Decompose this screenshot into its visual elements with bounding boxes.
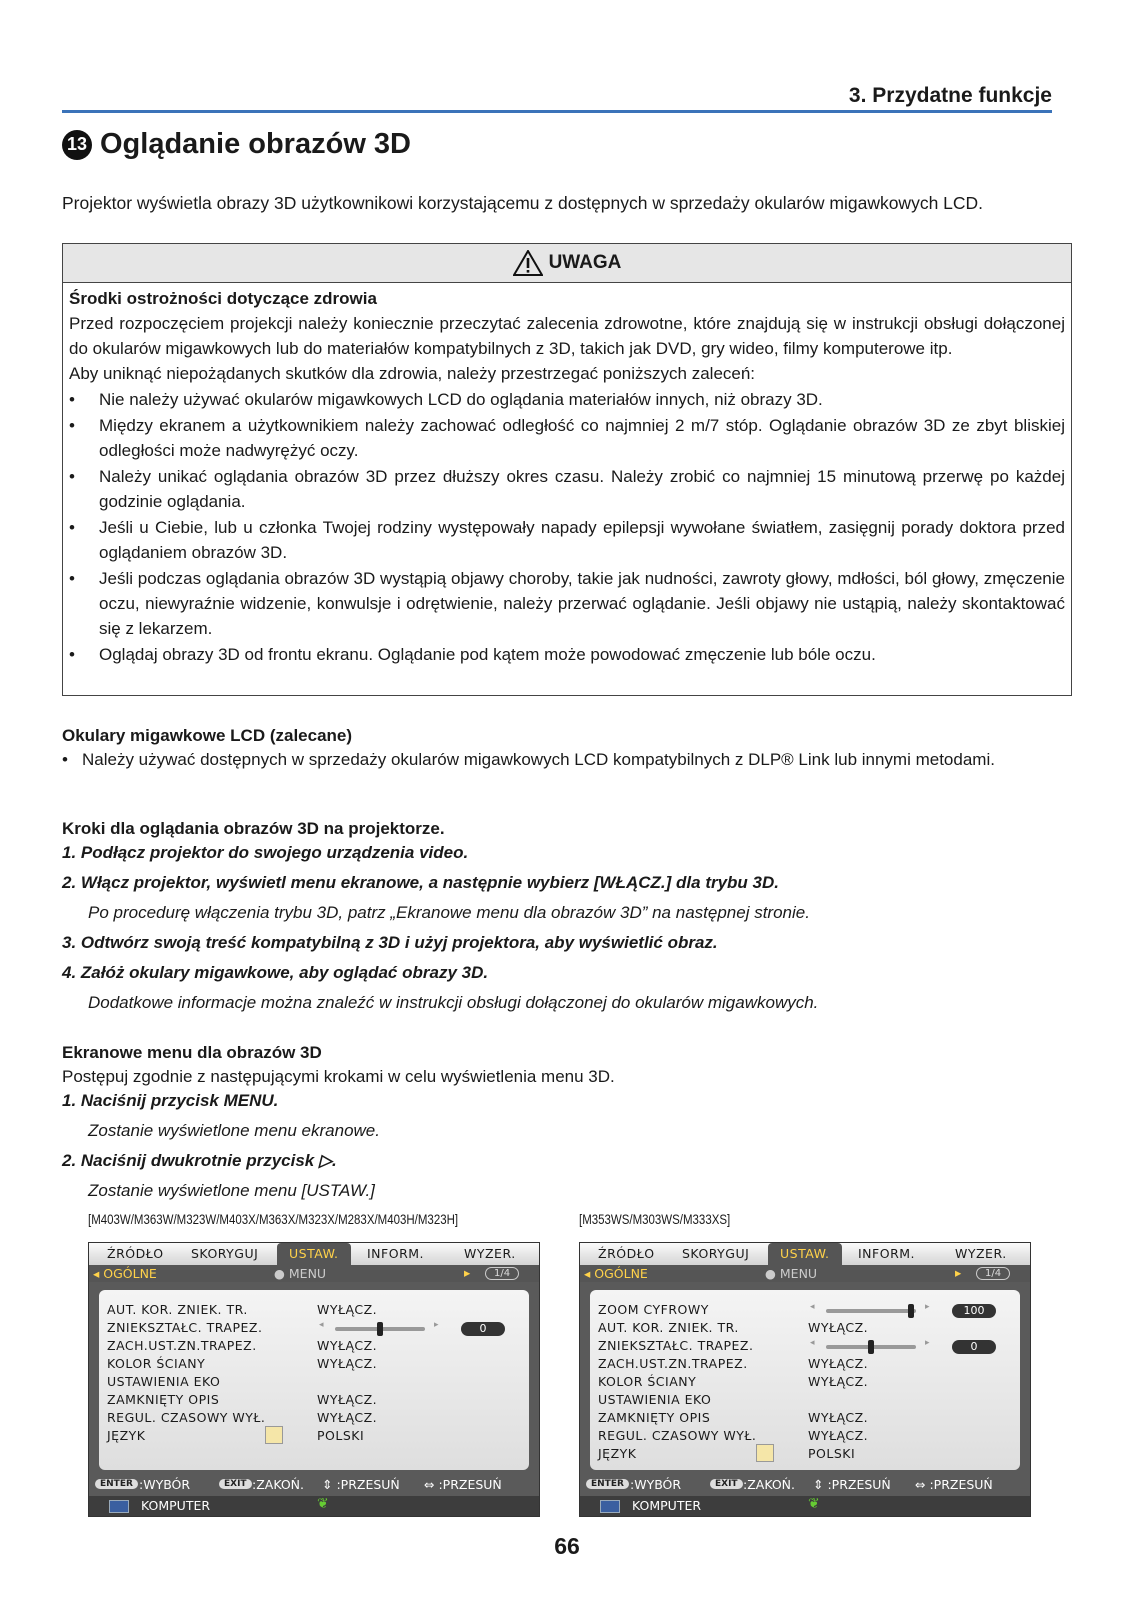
- osd-tab-source[interactable]: ŹRÓDŁO: [107, 1246, 164, 1261]
- osd-hint-move-horizontal: ⇔ :PRZESUŃ: [915, 1477, 993, 1492]
- osd-hint-select: :WYBÓR: [139, 1477, 191, 1492]
- osd-keystone-value: 0: [461, 1322, 505, 1336]
- glasses-bullet: • Należy używać dostępnych w sprzedaży okularów migawkowych LCD kompatybilnych z DLP® Link lub innymi metodami.: [62, 750, 995, 769]
- osd-next-arrow-icon[interactable]: ▸: [955, 1265, 962, 1280]
- menu3d-section: [62, 1041, 1072, 1203]
- menu3d-step-1: 1. Naciśnij przycisk MENU.: [62, 1091, 279, 1110]
- osd-panel: [99, 1290, 529, 1470]
- warning-label: UWAGA: [548, 252, 622, 273]
- osd-row-value: WYŁĄCZ.: [317, 1392, 378, 1407]
- osd-row-label[interactable]: ZACH.UST.ZN.TRAPEZ.: [107, 1338, 257, 1353]
- osd-subtab-menu[interactable]: ● MENU: [765, 1266, 818, 1281]
- osd-row-label[interactable]: AUT. KOR. ZNIEK. TR.: [598, 1320, 739, 1335]
- osd-right-arrow-icon: ▸: [925, 1338, 930, 1348]
- osd-zoom-knob[interactable]: [908, 1304, 914, 1318]
- osd-page-indicator: 1/4: [485, 1267, 519, 1280]
- osd-row-label[interactable]: KOLOR ŚCIANY: [598, 1374, 697, 1389]
- osd-row-value: WYŁĄCZ.: [808, 1356, 869, 1371]
- osd-footer: [89, 1474, 539, 1496]
- osd-row-label[interactable]: ZOOM CYFROWY: [598, 1302, 709, 1317]
- osd-tab-setup[interactable]: USTAW.: [277, 1243, 351, 1265]
- step-3: 3. Odtwórz swoją treść kompatybilną z 3D i użyj projektora, aby wyświetlić obraz.: [62, 933, 718, 952]
- menu3d-step-2-note: Zostanie wyświetlone menu [USTAW.]: [88, 1181, 375, 1200]
- glasses-heading: Okulary migawkowe LCD (zalecane): [62, 726, 353, 745]
- warning-para-1: Przed rozpoczęciem projekcji należy koniecznie przeczytać zalecenia zdrowotne, które znajdują się w instrukcji obsługi dołączonej do okularów migawkowych lub do materiałów kompatybilnych z 3D, takich jak DVD, gry wideo, filmy komputerowe itp.: [69, 314, 1065, 358]
- osd-footer: [580, 1474, 1030, 1496]
- osd-tabs: [580, 1243, 1030, 1265]
- osd-row-value: POLSKI: [317, 1428, 365, 1443]
- osd-page-indicator: 1/4: [976, 1267, 1010, 1280]
- osd-row-label[interactable]: ZNIEKSZTAŁC. TRAPEZ.: [598, 1338, 754, 1353]
- enter-key-icon: ENTER: [586, 1479, 629, 1489]
- osd-source-label: KOMPUTER: [632, 1498, 702, 1513]
- osd-row-value: WYŁĄCZ.: [317, 1356, 378, 1371]
- osd-tab-setup[interactable]: USTAW.: [768, 1243, 842, 1265]
- osd-row-label[interactable]: ZACH.UST.ZN.TRAPEZ.: [598, 1356, 748, 1371]
- page-number: 66: [554, 1533, 580, 1559]
- osd-panel: [590, 1290, 1020, 1470]
- osd-tabs: [89, 1243, 539, 1265]
- warning-bullet: • Jeśli u Ciebie, lub u członka Twojej rodziny występowały napady epilepsji wywołane światłem, zasięgnij porady doktora przed oglądaniem obrazów 3D.: [69, 515, 1065, 565]
- osd-row-label[interactable]: ZAMKNIĘTY OPIS: [107, 1392, 220, 1407]
- step-2: 2. Włącz projektor, wyświetl menu ekranowe, a następnie wybierz [WŁĄCZ.] dla trybu 3D.: [62, 873, 779, 892]
- steps-section: [62, 817, 1072, 1015]
- steps-heading: Kroki dla oglądania obrazów 3D na projektorze.: [62, 819, 445, 838]
- osd-subtabs: [580, 1265, 1030, 1282]
- osd-tab-source[interactable]: ŹRÓDŁO: [598, 1246, 655, 1261]
- warning-heading: Środki ostrożności dotyczące zdrowia: [69, 289, 377, 308]
- osd-tab-adjust[interactable]: SKORYGUJ: [682, 1246, 750, 1261]
- osd-menu-a: [88, 1242, 540, 1517]
- osd-hint-select: :WYBÓR: [630, 1477, 682, 1492]
- osd-hint-exit: :ZAKOŃ.: [252, 1477, 305, 1492]
- osd-hint-exit: :ZAKOŃ.: [743, 1477, 796, 1492]
- warning-para-2: Aby uniknąć niepożądanych skutków dla zdrowia, należy przestrzegać poniższych zaleceń:: [69, 364, 756, 383]
- warning-bullet: • Oglądaj obrazy 3D od frontu ekranu. Oglądanie pod kątem może powodować zmęczenie lub bóle oczu.: [69, 642, 1065, 667]
- step-4: 4. Załóż okulary migawkowe, aby oglądać obrazy 3D.: [62, 963, 489, 982]
- exit-key-icon: EXIT: [219, 1479, 252, 1489]
- osd-row-value: WYŁĄCZ.: [317, 1338, 378, 1353]
- intro-text: Projektor wyświetla obrazy 3D użytkownikowi korzystającemu z dostępnych w sprzedaży okularów migawkowych LCD.: [62, 193, 984, 213]
- osd-row-label[interactable]: REGUL. CZASOWY WYŁ.: [107, 1410, 266, 1425]
- osd-hint-move-vertical: ⇕ :PRZESUŃ: [322, 1477, 400, 1492]
- osd-row-value: WYŁĄCZ.: [808, 1410, 869, 1425]
- osd-left-arrow-icon: ◂: [810, 1302, 815, 1312]
- osd-row-label[interactable]: USTAWIENIA EKO: [107, 1374, 221, 1389]
- osd-tab-adjust[interactable]: SKORYGUJ: [191, 1246, 259, 1261]
- osd-tab-reset[interactable]: WYZER.: [955, 1246, 1007, 1261]
- caption-models-a: [M403W/M363W/M323W/M403X/M363X/M323X/M283X/M403H/M323H]: [88, 1211, 459, 1227]
- osd-row-value: WYŁĄCZ.: [808, 1320, 869, 1335]
- osd-zoom-value: 100: [952, 1304, 996, 1318]
- osd-right-arrow-icon: ▸: [925, 1302, 930, 1312]
- osd-tab-info[interactable]: INFORM.: [367, 1246, 425, 1261]
- osd-row-label[interactable]: JĘZYK: [598, 1446, 637, 1461]
- warning-box: [62, 243, 1072, 696]
- osd-subtab-menu[interactable]: ● MENU: [274, 1266, 327, 1281]
- osd-row-value: WYŁĄCZ.: [317, 1410, 378, 1425]
- osd-row-label[interactable]: USTAWIENIA EKO: [598, 1392, 712, 1407]
- warning-bullet: • Jeśli podczas oglądania obrazów 3D wystąpią objawy choroby, takie jak nudności, zawroty głowy, mdłości, ból głowy, zmęczenie oczu, niewyraźnie widzenie, konwulsje i odrętwienie, należy przerwać oglądanie. Jeśli objawy nie ustąpią, należy skontaktować się z lekarzem.: [69, 566, 1065, 641]
- osd-source-label: KOMPUTER: [141, 1498, 211, 1513]
- exit-key-icon: EXIT: [710, 1479, 743, 1489]
- menu3d-step-2: 2. Naciśnij dwukrotnie przycisk ▷.: [62, 1151, 337, 1170]
- eco-leaf-icon: ❦: [808, 1496, 820, 1512]
- warning-header: [63, 244, 1071, 283]
- osd-row-label[interactable]: ZNIEKSZTAŁC. TRAPEZ.: [107, 1320, 263, 1335]
- osd-source-bar: [580, 1496, 1030, 1516]
- osd-row-value: POLSKI: [808, 1446, 856, 1461]
- menu3d-heading: Ekranowe menu dla obrazów 3D: [62, 1043, 322, 1062]
- computer-icon: [600, 1500, 620, 1513]
- language-icon: [756, 1444, 774, 1462]
- osd-right-arrow-icon: ▸: [434, 1320, 439, 1330]
- language-icon: [265, 1426, 283, 1444]
- osd-subtab-general[interactable]: ◂ OGÓLNE: [584, 1266, 648, 1281]
- osd-row-label[interactable]: JĘZYK: [107, 1428, 146, 1443]
- eco-leaf-icon: ❦: [317, 1496, 329, 1512]
- glasses-bullet-text: Należy używać dostępnych w sprzedaży okularów migawkowych LCD kompatybilnych z DLP® Link lub innymi metodami.: [82, 750, 995, 769]
- osd-keystone-knob[interactable]: [377, 1322, 383, 1336]
- computer-icon: [109, 1500, 129, 1513]
- osd-zoom-slider[interactable]: [826, 1309, 916, 1313]
- osd-row-label[interactable]: KOLOR ŚCIANY: [107, 1356, 206, 1371]
- glasses-section: [62, 724, 1072, 772]
- warning-bullet: • Należy unikać oglądania obrazów 3D przez dłuższy okres czasu. Należy zrobić co najmniej 15 minutową przerwę po każdej godzinie oglądania.: [69, 464, 1065, 514]
- osd-row-label[interactable]: ZAMKNIĘTY OPIS: [598, 1410, 711, 1425]
- osd-left-arrow-icon: ◂: [319, 1320, 324, 1330]
- caption-models-b: [M353WS/M303WS/M333XS]: [579, 1211, 731, 1227]
- osd-row-label[interactable]: REGUL. CZASOWY WYŁ.: [598, 1428, 757, 1443]
- osd-row-label[interactable]: AUT. KOR. ZNIEK. TR.: [107, 1302, 248, 1317]
- osd-keystone-knob[interactable]: [868, 1340, 874, 1354]
- page-title: [62, 128, 411, 161]
- osd-subtab-general[interactable]: ◂ OGÓLNE: [93, 1266, 157, 1281]
- section-header: 3. Przydatne funkcje: [848, 84, 1052, 107]
- step-2-note: Po procedurę włączenia trybu 3D, patrz „Ekranowe menu dla obrazów 3D” na następnej stronie.: [88, 903, 810, 922]
- osd-tab-reset[interactable]: WYZER.: [464, 1246, 516, 1261]
- section-number-badge: 13: [62, 130, 92, 160]
- warning-bullet: • Między ekranem a użytkownikiem należy zachować odległość co najmniej 2 m/7 stóp. Oglądanie obrazów 3D ze zbyt bliskiej odległości może nadwyrężyć oczy.: [69, 413, 1065, 463]
- step-1: 1. Podłącz projektor do swojego urządzenia video.: [62, 843, 469, 862]
- menu3d-intro: Postępuj zgodnie z następującymi krokami w celu wyświetlenia menu 3D.: [62, 1067, 615, 1086]
- osd-menu-b: [579, 1242, 1031, 1517]
- osd-source-bar: [89, 1496, 539, 1516]
- osd-tab-info[interactable]: INFORM.: [858, 1246, 916, 1261]
- osd-hint-move-horizontal: ⇔ :PRZESUŃ: [424, 1477, 502, 1492]
- osd-row-value: WYŁĄCZ.: [808, 1374, 869, 1389]
- osd-hint-move-vertical: ⇕ :PRZESUŃ: [813, 1477, 891, 1492]
- page-title-text: Oglądanie obrazów 3D: [100, 128, 411, 160]
- osd-row-value: WYŁĄCZ.: [317, 1302, 378, 1317]
- menu3d-step-1-note: Zostanie wyświetlone menu ekranowe.: [88, 1121, 380, 1140]
- osd-left-arrow-icon: ◂: [810, 1338, 815, 1348]
- osd-subtabs: [89, 1265, 539, 1282]
- osd-keystone-value: 0: [952, 1340, 996, 1354]
- osd-next-arrow-icon[interactable]: ▸: [464, 1265, 471, 1280]
- warning-bullet: • Nie należy używać okularów migawkowych LCD do oglądania materiałów innych, niż obrazy 3D.: [69, 387, 1065, 412]
- osd-row-value: WYŁĄCZ.: [808, 1428, 869, 1443]
- warning-icon: [513, 250, 543, 276]
- step-4-note: Dodatkowe informacje można znaleźć w instrukcji obsługi dołączonej do okularów migawkowych.: [88, 993, 819, 1012]
- header-rule: [62, 110, 1052, 113]
- enter-key-icon: ENTER: [95, 1479, 138, 1489]
